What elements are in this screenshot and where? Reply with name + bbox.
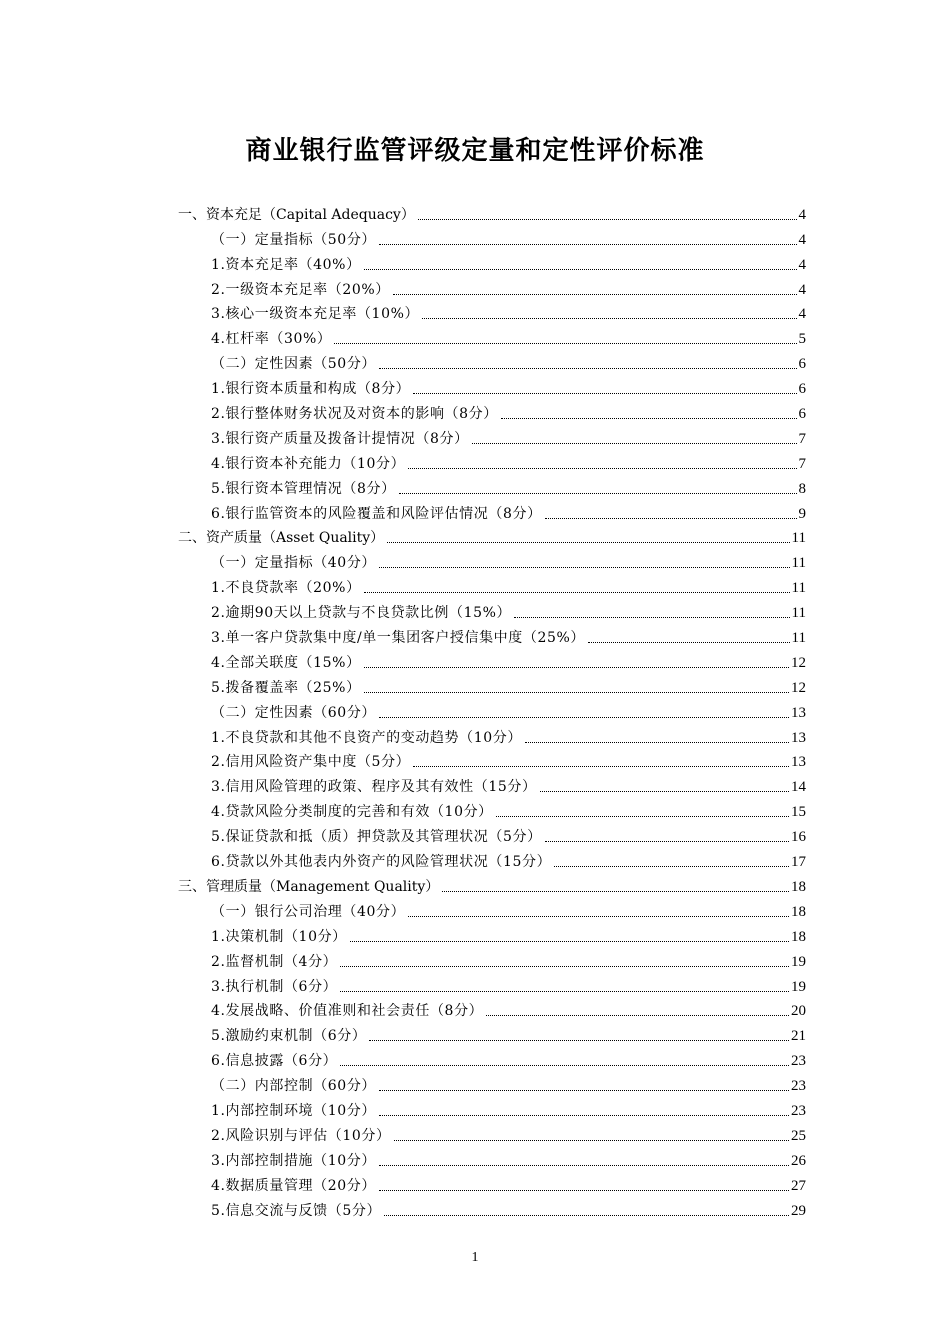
toc-entry[interactable]: [178, 921, 806, 946]
toc-entry[interactable]: [178, 1020, 806, 1045]
toc-entry[interactable]: [178, 1120, 806, 1145]
toc-dot-leader: [387, 542, 789, 543]
toc-entry[interactable]: [178, 498, 806, 523]
toc-entry-page: 4: [798, 206, 806, 223]
toc-entry-text: 三、管理质量（Management Quality）: [178, 878, 440, 895]
toc-entry-text: 2.信用风险资产集中度（5分）: [211, 754, 411, 771]
toc-entry-page: 18: [791, 878, 806, 895]
toc-dot-leader: [413, 766, 789, 767]
toc-entry-text: 4.全部关联度（15%）: [211, 654, 361, 671]
toc-entry-page: 4: [798, 306, 806, 323]
toc-entry-page: 20: [791, 1003, 806, 1020]
toc-entry[interactable]: [178, 274, 806, 299]
toc-entry-page: 12: [791, 654, 806, 671]
toc-dot-leader: [379, 368, 796, 369]
toc-dot-leader: [340, 991, 789, 992]
toc-entry[interactable]: [178, 672, 806, 697]
toc-entry-page: 18: [791, 928, 806, 945]
toc-entry[interactable]: [178, 249, 806, 274]
toc-entry-page: 19: [791, 953, 806, 970]
toc-dot-leader: [384, 1215, 789, 1216]
toc-entry-page: 27: [791, 1177, 806, 1194]
toc-entry-text: 5.银行资本管理情况（8分）: [211, 480, 396, 497]
document-title: 商业银行监管评级定量和定性评价标准: [245, 136, 705, 166]
toc-entry-page: 15: [791, 804, 806, 821]
toc-entry[interactable]: [178, 796, 806, 821]
toc-dot-leader: [364, 692, 789, 693]
toc-dot-leader: [545, 518, 797, 519]
toc-entry-text: （二）定性因素（60分）: [211, 704, 377, 721]
toc-dot-leader: [408, 468, 796, 469]
toc-entry[interactable]: [178, 523, 806, 548]
toc-dot-leader: [379, 717, 789, 718]
toc-entry-text: 5.拨备覆盖率（25%）: [211, 679, 361, 696]
toc-entry-page: 21: [791, 1028, 806, 1045]
toc-entry-page: 4: [798, 256, 806, 273]
toc-entry-text: 3.内部控制措施（10分）: [211, 1152, 376, 1169]
toc-entry-text: （二）定性因素（50分）: [211, 356, 377, 373]
toc-entry[interactable]: [178, 871, 806, 896]
toc-entry-text: 1.不良贷款率（20%）: [211, 580, 361, 597]
toc-entry-page: 7: [798, 455, 806, 472]
toc-entry-text: 4.数据质量管理（20分）: [211, 1177, 376, 1194]
toc-entry[interactable]: [178, 423, 806, 448]
toc-dot-leader: [540, 791, 789, 792]
toc-dot-leader: [350, 941, 789, 942]
table-of-contents: [178, 199, 806, 1220]
toc-entry[interactable]: [178, 1195, 806, 1220]
toc-entry[interactable]: [178, 1170, 806, 1195]
toc-dot-leader: [422, 318, 796, 319]
toc-entry-text: 6.贷款以外其他表内外资产的风险管理状况（15分）: [211, 854, 552, 871]
toc-entry[interactable]: [178, 348, 806, 373]
toc-entry[interactable]: [178, 846, 806, 871]
toc-dot-leader: [525, 742, 789, 743]
toc-entry-text: （二）内部控制（60分）: [211, 1078, 377, 1095]
toc-dot-leader: [554, 866, 789, 867]
toc-entry[interactable]: [178, 323, 806, 348]
toc-entry-page: 4: [798, 281, 806, 298]
toc-dot-leader: [340, 1065, 789, 1066]
toc-entry-page: 11: [791, 605, 806, 622]
page-number: 1: [471, 1250, 479, 1265]
toc-entry[interactable]: [178, 299, 806, 324]
toc-dot-leader: [364, 667, 789, 668]
toc-entry-text: 4.发展战略、价值准则和社会责任（8分）: [211, 1003, 484, 1020]
toc-entry-text: 6.信息披露（6分）: [211, 1053, 338, 1070]
toc-dot-leader: [408, 916, 789, 917]
toc-entry-page: 4: [798, 231, 806, 248]
toc-dot-leader: [413, 393, 796, 394]
toc-entry[interactable]: [178, 946, 806, 971]
toc-entry-page: 11: [791, 630, 806, 647]
toc-entry[interactable]: [178, 473, 806, 498]
toc-entry-text: 3.核心一级资本充足率（10%）: [211, 306, 420, 323]
toc-dot-leader: [379, 1165, 789, 1166]
toc-entry[interactable]: [178, 722, 806, 747]
toc-entry[interactable]: [178, 572, 806, 597]
toc-entry-text: 2.监督机制（4分）: [211, 953, 338, 970]
toc-entry-page: 12: [791, 679, 806, 696]
toc-entry-page: 19: [791, 978, 806, 995]
toc-entry-text: 5.保证贷款和抵（质）押贷款及其管理状况（5分）: [211, 829, 542, 846]
toc-dot-leader: [393, 294, 797, 295]
toc-entry-text: 2.一级资本充足率（20%）: [211, 281, 390, 298]
toc-entry-page: 6: [798, 381, 806, 398]
toc-entry[interactable]: [178, 896, 806, 921]
toc-dot-leader: [379, 1090, 789, 1091]
toc-entry[interactable]: [178, 622, 806, 647]
toc-dot-leader: [501, 418, 797, 419]
toc-dot-leader: [418, 219, 797, 220]
toc-entry-text: 3.执行机制（6分）: [211, 978, 338, 995]
toc-dot-leader: [369, 1040, 789, 1041]
toc-dot-leader: [364, 592, 790, 593]
toc-entry[interactable]: [178, 747, 806, 772]
toc-entry-page: 6: [798, 406, 806, 423]
toc-entry[interactable]: [178, 373, 806, 398]
toc-entry-text: 2.逾期90天以上贷款与不良贷款比例（15%）: [211, 605, 512, 622]
toc-dot-leader: [334, 343, 796, 344]
toc-dot-leader: [588, 642, 790, 643]
toc-dot-leader: [379, 244, 796, 245]
toc-entry[interactable]: [178, 1145, 806, 1170]
toc-entry-text: 3.信用风险管理的政策、程序及其有效性（15分）: [211, 779, 537, 796]
toc-dot-leader: [545, 841, 789, 842]
toc-entry-text: （一）定量指标（40分）: [211, 555, 377, 572]
toc-entry-page: 13: [791, 754, 806, 771]
toc-entry[interactable]: [178, 1045, 806, 1070]
toc-entry-text: 3.单一客户贷款集中度/单一集团客户授信集中度（25%）: [211, 630, 585, 647]
toc-dot-leader: [486, 1015, 789, 1016]
toc-entry-text: 1.银行资本质量和构成（8分）: [211, 381, 411, 398]
toc-entry-page: 11: [791, 530, 806, 547]
toc-entry-text: 1.不良贷款和其他不良资产的变动趋势（10分）: [211, 729, 522, 746]
toc-dot-leader: [364, 269, 797, 270]
toc-entry-text: 1.决策机制（10分）: [211, 928, 347, 945]
toc-entry-text: 4.贷款风险分类制度的完善和有效（10分）: [211, 804, 493, 821]
toc-entry-text: 6.银行监管资本的风险覆盖和风险评估情况（8分）: [211, 505, 542, 522]
toc-entry[interactable]: [178, 996, 806, 1021]
toc-entry-text: 4.银行资本补充能力（10分）: [211, 455, 406, 472]
toc-entry-text: （一）定量指标（50分）: [211, 231, 377, 248]
toc-entry-page: 29: [791, 1202, 806, 1219]
toc-dot-leader: [379, 1115, 789, 1116]
toc-entry[interactable]: [178, 398, 806, 423]
toc-entry[interactable]: [178, 647, 806, 672]
toc-entry[interactable]: [178, 971, 806, 996]
toc-entry[interactable]: [178, 448, 806, 473]
toc-dot-leader: [394, 1140, 789, 1141]
toc-dot-leader: [379, 567, 790, 568]
toc-entry-page: 17: [791, 854, 806, 871]
toc-entry-page: 23: [791, 1078, 806, 1095]
toc-dot-leader: [496, 816, 789, 817]
toc-entry-text: 一、资本充足（Capital Adequacy）: [178, 206, 415, 223]
toc-entry[interactable]: [178, 697, 806, 722]
toc-entry-page: 8: [798, 480, 806, 497]
toc-entry[interactable]: [178, 597, 806, 622]
toc-entry-text: 二、资产质量（Asset Quality）: [178, 530, 385, 547]
toc-entry[interactable]: [178, 821, 806, 846]
toc-entry[interactable]: [178, 547, 806, 572]
toc-entry-page: 13: [791, 704, 806, 721]
toc-entry-page: 11: [791, 580, 806, 597]
toc-entry-page: 5: [798, 331, 806, 348]
toc-entry-page: 23: [791, 1053, 806, 1070]
toc-entry[interactable]: [178, 771, 806, 796]
toc-entry-page: 7: [798, 430, 806, 447]
toc-entry-page: 23: [791, 1102, 806, 1119]
toc-entry-page: 13: [791, 729, 806, 746]
toc-entry-page: 18: [791, 903, 806, 920]
toc-entry-page: 25: [791, 1127, 806, 1144]
toc-entry-text: 4.杠杆率（30%）: [211, 331, 332, 348]
toc-entry-page: 6: [798, 356, 806, 373]
toc-entry-text: 5.激励约束机制（6分）: [211, 1028, 367, 1045]
toc-dot-leader: [442, 891, 789, 892]
toc-dot-leader: [379, 1190, 789, 1191]
toc-entry-text: 1.内部控制环境（10分）: [211, 1102, 376, 1119]
toc-entry-text: （一）银行公司治理（40分）: [211, 903, 406, 920]
toc-entry-text: 3.银行资产质量及拨备计提情况（8分）: [211, 430, 469, 447]
toc-entry-text: 5.信息交流与反馈（5分）: [211, 1202, 382, 1219]
toc-entry-text: 2.风险识别与评估（10分）: [211, 1127, 391, 1144]
toc-entry-page: 14: [791, 779, 806, 796]
toc-entry-page: 9: [798, 505, 806, 522]
toc-dot-leader: [514, 617, 789, 618]
toc-dot-leader: [472, 443, 797, 444]
toc-entry-page: 26: [791, 1152, 806, 1169]
toc-entry[interactable]: [178, 1095, 806, 1120]
toc-entry[interactable]: [178, 1070, 806, 1095]
toc-entry[interactable]: [178, 224, 806, 249]
toc-dot-leader: [340, 966, 789, 967]
toc-entry-page: 16: [791, 829, 806, 846]
toc-entry-page: 11: [791, 555, 806, 572]
toc-dot-leader: [399, 493, 797, 494]
toc-entry-text: 1.资本充足率（40%）: [211, 256, 361, 273]
toc-entry[interactable]: [178, 199, 806, 224]
toc-entry-text: 2.银行整体财务状况及对资本的影响（8分）: [211, 406, 498, 423]
